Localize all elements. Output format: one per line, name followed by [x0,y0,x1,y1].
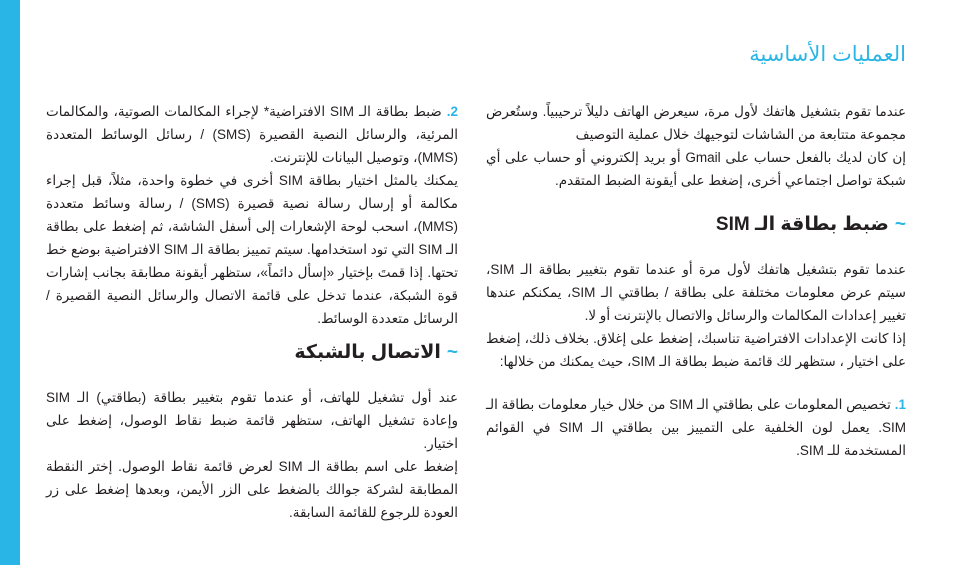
list-item-text: ضبط بطاقة الـ SIM الافتراضية* لإجراء المكالمات الصوتية، والمكالمات المرئية، والرسائل النصية القصيرة (SMS) / رسائل الوسائط المتعددة (MMS)، وتوصيل البيانات للإنترنت. [46,104,458,165]
list-item-number: 2. [446,104,458,119]
left-column [46,100,458,524]
list-item-1 [486,393,906,462]
sim-paragraph-1: عندما تقوم بتشغيل هاتفك لأول مرة أو عندما تقوم بتغيير بطاقة الـ SIM، سيتم عرض معلومات مختلفة على بطاقة / بطاقتي الـ SIM، يمكنكم عندها تغيير إعدادات المكالمات والرسائل والاتصال بالإنترنت أو لا. [486,262,906,323]
list-item-number: 1. [894,397,906,412]
network-heading-text: الاتصال بالشبكة [294,342,441,363]
right-column [486,100,906,462]
heading-tilde-marker: ~ [894,214,906,235]
list-item-text: تخصيص المعلومات على بطاقتي الـ SIM من خلال خيار معلومات بطاقة الـ SIM. يعمل لون الخلفية على التمييز بين بطاقتي الـ SIM في القوائم المستخدمة للـ SIM. [486,397,907,458]
sim-setup-heading-text: ضبط بطاقة الـ SIM [715,214,889,235]
side-accent-bar [0,0,20,565]
list-item-2 [46,100,458,169]
sim-setup-heading [486,212,906,238]
page-title: العمليات الأساسية [749,43,906,66]
heading-tilde-marker: ~ [446,342,458,363]
intro-paragraph: عندما تقوم بتشغيل هاتفك لأول مرة، سيعرض الهاتف دليلاً ترحيبياً. وستُعرض مجموعة متتابعة من الشاشات لتوجيهك خلال عملية التوصيف [486,104,906,142]
list-item-2-details: يمكنك بالمثل اختيار بطاقة SIM أخرى في خطوة واحدة، مثلاً، قبل إجراء مكالمة أو إرسال رسالة نصية قصيرة (SMS) / رسالة وسائط متعددة (MMS)، اسحب لوحة الإشعارات إلى أسفل الشاشة، ثم إضغط على بطاقة الـ SIM التي تود استخدامها. سيتم تمييز بطاقة الـ SIM الافتراضية بوضع خط تحتها. إذا قمتَ بإختيار «إسأل دائماً»، ستظهر أيقونة مطابقة بجانب إشارات قوة الشبكة، عندما تدخل على قائمة الاتصال والرسائل النصية القصيرة / الرسائل متعددة الوسائط. [46,173,458,326]
network-paragraph-2: إضغط على اسم بطاقة الـ SIM لعرض قائمة نقاط الوصول. إختر النقطة المطابقة لشركة جوالك بالضغط على الزر الأيمن، وبعدها إضغط على زر العودة للرجوع للقائمة السابقة. [46,459,458,520]
network-paragraph-1: عند أول تشغيل للهاتف، أو عندما تقوم بتغيير بطاقة (بطاقتي) الـ SIM وإعادة تشغيل الهاتف، ستظهر قائمة ضبط نقاط الوصول، إضغط على اختيار. [46,390,458,451]
sim-paragraph-2: إذا كانت الإعدادات الافتراضية تناسبك، إضغط على إغلاق. بخلاف ذلك، إضغط على اختيار ، ستظهر لك قائمة ضبط بطاقة الـ SIM، حيث يمكنك من خلالها: [486,331,906,369]
network-heading [46,340,458,366]
intro-paragraph-gmail: إن كان لديك بالفعل حساب على Gmail أو بريد إلكتروني أو حساب على أي شبكة تواصل اجتماعي أخرى، إضغط على أيقونة الضبط المتقدم. [486,150,906,188]
